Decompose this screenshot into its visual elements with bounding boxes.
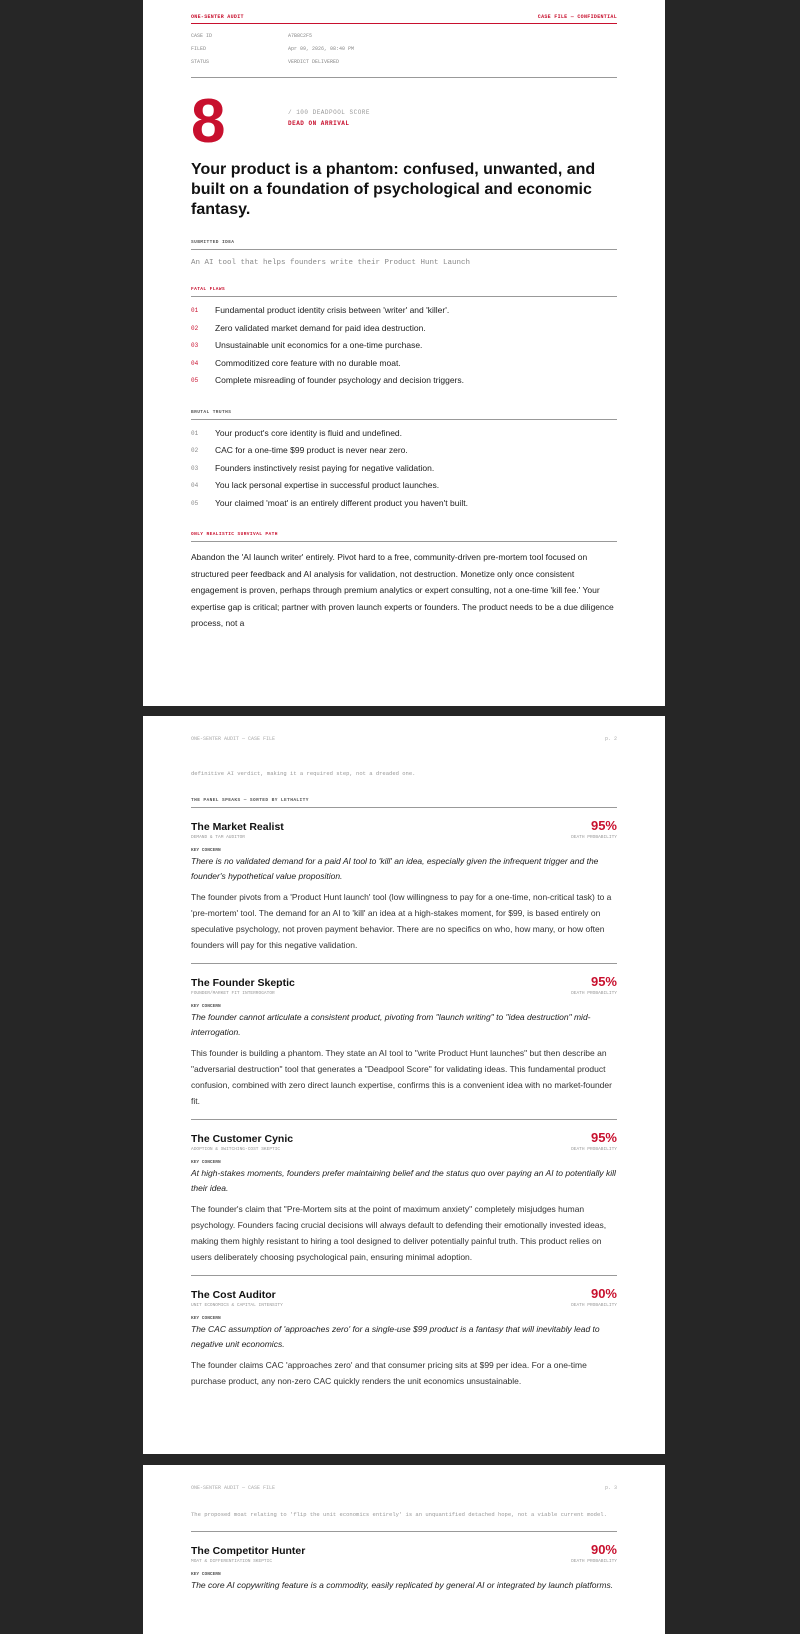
list-item bbox=[191, 355, 617, 373]
analyst-header bbox=[191, 1542, 617, 1557]
analyst-card bbox=[191, 1275, 617, 1389]
key-concern-label: KEY CONCERN bbox=[191, 1004, 221, 1009]
running-header bbox=[191, 736, 617, 742]
document-page-2 bbox=[143, 716, 665, 1454]
survival-path-label: ONLY REALISTIC SURVIVAL PATH bbox=[191, 532, 617, 542]
analyst-card bbox=[191, 1119, 617, 1265]
verdict-headline: Your product is a phantom: confused, unwanted, and built on a foundation of psychological and economic fantasy. bbox=[191, 161, 596, 218]
analyst-body: This founder is building a phantom. They state an AI tool to "write Product Hunt launches" but then describe an "adversarial destruction" tool that generates a "Deadpool Score" for validating ideas. This fundamental product confusion, combined with zero direct launch expertise, confirms this is a convenient idea with no market-founder fit. bbox=[191, 1048, 612, 1106]
analyst-header bbox=[191, 974, 617, 989]
analyst-role: DEMAND & TAM AUDITOR bbox=[191, 835, 246, 840]
meta-key: CASE ID bbox=[191, 33, 213, 39]
score-block bbox=[191, 87, 617, 156]
item-number: 04 bbox=[191, 482, 199, 489]
document-page-3 bbox=[143, 1465, 665, 1634]
item-text: You lack personal expertise in successful product launches. bbox=[215, 480, 440, 490]
analyst-subheader bbox=[191, 1559, 617, 1564]
death-probability: 95% bbox=[590, 1130, 617, 1145]
item-text: Unsustainable unit economics for a one-time purchase. bbox=[215, 340, 423, 350]
running-header-title: ONE-SENTER AUDIT — CASE FILE bbox=[191, 1485, 276, 1491]
list-item bbox=[191, 337, 617, 355]
item-number: 01 bbox=[191, 307, 199, 314]
meta-row bbox=[191, 30, 617, 43]
survival-path-text: Abandon the 'AI launch writer' entirely. Pivot hard to a free, community-driven pre-mortem tool focused on structured peer feedback and AI analysis for validation, not destruction. Monetize only once consistent engagement is proven, perhaps through premium analytics or expert consulting, not a one-time 'kill fee.' Your expertise gap is critical; partner with proven launch experts or founders. The product needs to be a due diligence process, not a bbox=[191, 552, 614, 628]
item-text: Zero validated market demand for paid idea destruction. bbox=[215, 322, 426, 333]
list-item bbox=[191, 372, 617, 390]
item-text: Fundamental product identity crisis between 'writer' and 'killer'. bbox=[215, 305, 450, 315]
document-header bbox=[191, 14, 617, 24]
analyst-body: The founder pivots from a 'Product Hunt launch' tool (low willingness to pay for a one-time, non-critical task) to a 'pre-mortem' tool. The demand for an AI to 'kill' an idea at a high-stakes moment, for $99, is based entirely on speculative psychology, not proven payment behavior. There are no specifics on who, how many, or how often founders will pay for this negative validation. bbox=[191, 892, 612, 950]
analyst-role: ADOPTION & SWITCHING-COST SKEPTIC bbox=[191, 1147, 281, 1152]
key-concern: The CAC assumption of 'approaches zero' for a single-use $99 product is a fantasy that will inevitably lead to negative unit economics. bbox=[191, 1324, 600, 1349]
list-item bbox=[191, 477, 617, 495]
analyst-header bbox=[191, 1130, 617, 1145]
analyst-subheader bbox=[191, 1147, 617, 1152]
item-text: Your product's core identity is fluid and undefined. bbox=[215, 427, 403, 438]
score-info bbox=[288, 92, 370, 127]
brand-label: ONE-SENTER AUDIT bbox=[191, 14, 244, 20]
item-text: Commoditized core feature with no durable moat. bbox=[215, 357, 401, 368]
probability-label: DEATH PROBABILITY bbox=[571, 835, 617, 840]
key-concern-label: KEY CONCERN bbox=[191, 1316, 221, 1321]
item-number: 02 bbox=[191, 324, 199, 332]
analyst-subheader bbox=[191, 1303, 617, 1308]
running-header-title: ONE-SENTER AUDIT — CASE FILE bbox=[191, 736, 276, 742]
fatal-flaws-label: FATAL FLAWS bbox=[191, 287, 617, 297]
verdict-label: DEAD ON ARRIVAL bbox=[288, 120, 350, 127]
list-item bbox=[191, 495, 617, 513]
item-text: CAC for a one-time $99 product is never near zero. bbox=[215, 445, 408, 455]
document-page-1 bbox=[143, 0, 665, 706]
meta-row bbox=[191, 43, 617, 56]
submitted-idea: An AI tool that helps founders write their Product Hunt Launch bbox=[191, 259, 471, 267]
analyst-body: The founder's claim that "Pre-Mortem sits at the point of maximum anxiety" completely misjudges human psychology. Founders facing crucial decisions will always default to defending their emotionally invested ideas, making them highly resistant to hiring a tool designed to deliver potentially painful truth. This product relies on users deliberately choosing psychological pain, ensuring minimal adoption. bbox=[191, 1204, 607, 1262]
analyst-name: The Customer Cynic bbox=[191, 1133, 294, 1145]
death-probability: 95% bbox=[590, 818, 617, 833]
list-item bbox=[191, 320, 617, 338]
list-item bbox=[191, 425, 617, 443]
fatal-flaws-list bbox=[191, 302, 617, 390]
item-text: Complete misreading of founder psychology and decision triggers. bbox=[215, 375, 464, 385]
brutal-truths-label: BRUTAL TRUTHS bbox=[191, 410, 617, 420]
analyst-role: MOAT & DIFFERENTIATION SKEPTIC bbox=[191, 1559, 273, 1564]
item-number: 01 bbox=[191, 429, 199, 437]
analyst-card bbox=[191, 808, 617, 953]
score-scale: / 100 DEADPOOL SCORE bbox=[288, 109, 371, 116]
death-probability: 90% bbox=[590, 1542, 617, 1557]
meta-value: A7B8C2F5 bbox=[288, 33, 313, 39]
case-meta bbox=[191, 24, 617, 78]
list-item bbox=[191, 442, 617, 460]
item-number: 04 bbox=[191, 359, 199, 367]
item-number: 02 bbox=[191, 447, 199, 454]
analyst-card bbox=[191, 963, 617, 1109]
running-header bbox=[191, 1485, 617, 1491]
item-number: 03 bbox=[191, 342, 199, 349]
list-item bbox=[191, 302, 617, 320]
probability-label: DEATH PROBABILITY bbox=[571, 991, 617, 996]
page-number: p. 2 bbox=[604, 736, 617, 742]
analyst-header bbox=[191, 1286, 617, 1301]
key-concern: At high-stakes moments, founders prefer maintaining belief and the status quo over paying an AI to potentially kill their idea. bbox=[191, 1168, 616, 1193]
analyst-header bbox=[191, 818, 617, 833]
analyst-card bbox=[191, 1531, 617, 1593]
analyst-subheader bbox=[191, 835, 617, 840]
continued-text: definitive AI verdict, making it a required step, not a dreaded one. bbox=[191, 770, 416, 777]
meta-key: FILED bbox=[191, 46, 207, 52]
probability-label: DEATH PROBABILITY bbox=[571, 1559, 617, 1564]
key-concern-label: KEY CONCERN bbox=[191, 848, 221, 853]
item-number: 05 bbox=[191, 499, 199, 507]
probability-label: DEATH PROBABILITY bbox=[571, 1303, 617, 1308]
analyst-subheader bbox=[191, 991, 617, 996]
key-concern: The core AI copywriting feature is a commodity, easily replicated by general AI or integrated by launch platforms. bbox=[191, 1580, 614, 1590]
item-number: 05 bbox=[191, 377, 199, 384]
key-concern: The founder cannot articulate a consistent product, pivoting from "launch writing" to "idea destruction" mid-interrogation. bbox=[191, 1012, 591, 1037]
meta-key: STATUS bbox=[191, 59, 210, 65]
meta-value: VERDICT DELIVERED bbox=[288, 59, 340, 65]
meta-row bbox=[191, 56, 617, 69]
analyst-name: The Founder Skeptic bbox=[191, 977, 295, 989]
page-number: p. 3 bbox=[604, 1485, 617, 1491]
analyst-body: The founder claims CAC 'approaches zero' and that consumer pricing sits at $99 per idea. For a one-time purchase product, any non-zero CAC quickly renders the unit economics unsustainable. bbox=[191, 1360, 587, 1386]
panel-label: THE PANEL SPEAKS — SORTED BY LETHALITY bbox=[191, 798, 617, 808]
submitted-idea-label: SUBMITTED IDEA bbox=[191, 240, 617, 250]
list-item bbox=[191, 460, 617, 478]
analyst-role: UNIT ECONOMICS & CAPITAL INTENSITY bbox=[191, 1303, 283, 1308]
analyst-name: The Market Realist bbox=[191, 821, 284, 833]
key-concern: There is no validated demand for a paid AI tool to 'kill' an idea, especially given the infrequent trigger and the founder's hypothetical value proposition. bbox=[191, 856, 599, 881]
item-number: 03 bbox=[191, 464, 199, 472]
analyst-name: The Cost Auditor bbox=[191, 1289, 276, 1301]
death-probability: 95% bbox=[590, 974, 617, 989]
probability-label: DEATH PROBABILITY bbox=[571, 1147, 617, 1152]
analyst-role: FOUNDER/MARKET FIT INTERROGATOR bbox=[191, 991, 275, 996]
analyst-name: The Competitor Hunter bbox=[191, 1545, 306, 1557]
deadpool-score: 8 bbox=[191, 87, 226, 156]
item-text: Founders instinctively resist paying for negative validation. bbox=[215, 462, 435, 473]
brutal-truths-list bbox=[191, 425, 617, 513]
key-concern-label: KEY CONCERN bbox=[191, 1572, 221, 1577]
confidential-label: CASE FILE — CONFIDENTIAL bbox=[537, 14, 617, 20]
continued-text: The proposed moat relating to 'flip the unit economics entirely' is an unquantified detached hope, not a viable current model. bbox=[191, 1511, 607, 1518]
meta-value: Apr 09, 2026, 08:40 PM bbox=[288, 46, 355, 52]
death-probability: 90% bbox=[590, 1286, 617, 1301]
item-text: Your claimed 'moat' is an entirely different product you haven't built. bbox=[215, 497, 468, 508]
key-concern-label: KEY CONCERN bbox=[191, 1160, 221, 1165]
